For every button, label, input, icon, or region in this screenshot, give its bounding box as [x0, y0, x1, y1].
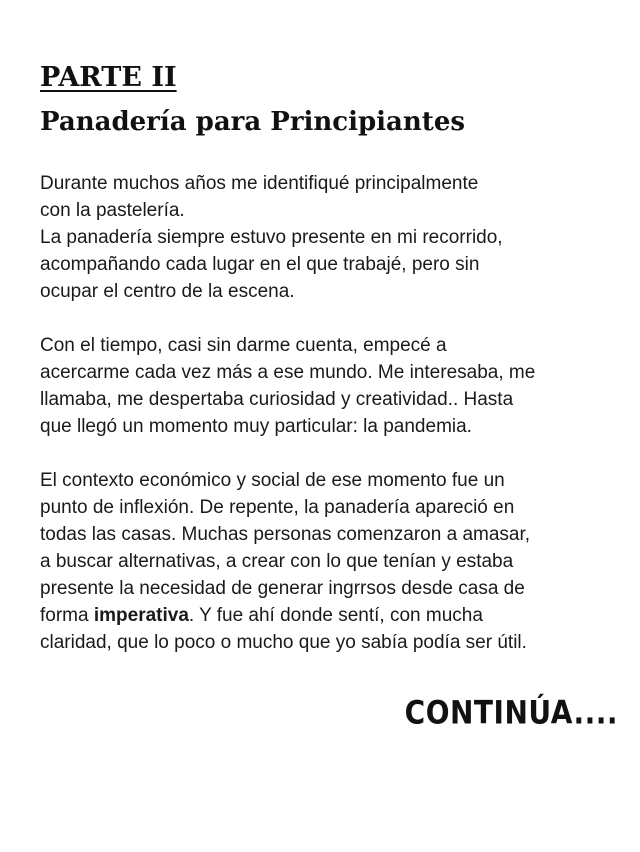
text-line: La panadería siempre estuvo presente en mi recorrido, — [40, 227, 503, 248]
text-line: todas las casas. Muchas personas comenzaron a amasar, — [40, 524, 531, 545]
paragraph-2 — [40, 332, 630, 440]
text-line: acompañando cada lugar en el que trabajé, pero sin — [40, 254, 480, 275]
text-line: presente la necesidad de generar ingrrsos desde casa de — [40, 578, 525, 599]
text-line — [40, 602, 630, 629]
text-line: acercarme cada vez más a ese mundo. Me interesaba, me — [40, 362, 536, 383]
text-line: El contexto económico y social de ese momento fue un — [40, 470, 505, 491]
paragraph-1 — [40, 170, 630, 305]
body-text — [40, 170, 630, 683]
continue-label: CONTINÚA.... — [404, 693, 618, 732]
text-line: que llegó un momento muy particular: la pandemia. — [40, 416, 472, 437]
paragraph-3 — [40, 467, 630, 656]
text-line: Con el tiempo, casi sin darme cuenta, empecé a — [40, 335, 447, 356]
text-line: Durante muchos años me identifiqué principalmente — [40, 173, 479, 194]
text-segment: forma — [40, 605, 94, 626]
emphasized-word: imperativa — [93, 605, 189, 626]
part-label: PARTE II — [40, 62, 177, 93]
text-line: punto de inflexión. De repente, la panadería apareció en — [40, 497, 515, 518]
text-segment: . Y fue ahí donde sentí, con mucha — [188, 605, 483, 626]
text-line: llamaba, me despertaba curiosidad y creatividad.. Hasta — [40, 389, 514, 410]
page-title: Panadería para Principiantes — [40, 107, 466, 137]
text-line: a buscar alternativas, a crear con lo que tenían y estaba — [40, 551, 514, 572]
text-line: con la pastelería. — [40, 200, 185, 221]
text-line: claridad, que lo poco o mucho que yo sabía podía ser útil. — [40, 632, 527, 653]
text-line: ocupar el centro de la escena. — [40, 281, 295, 302]
